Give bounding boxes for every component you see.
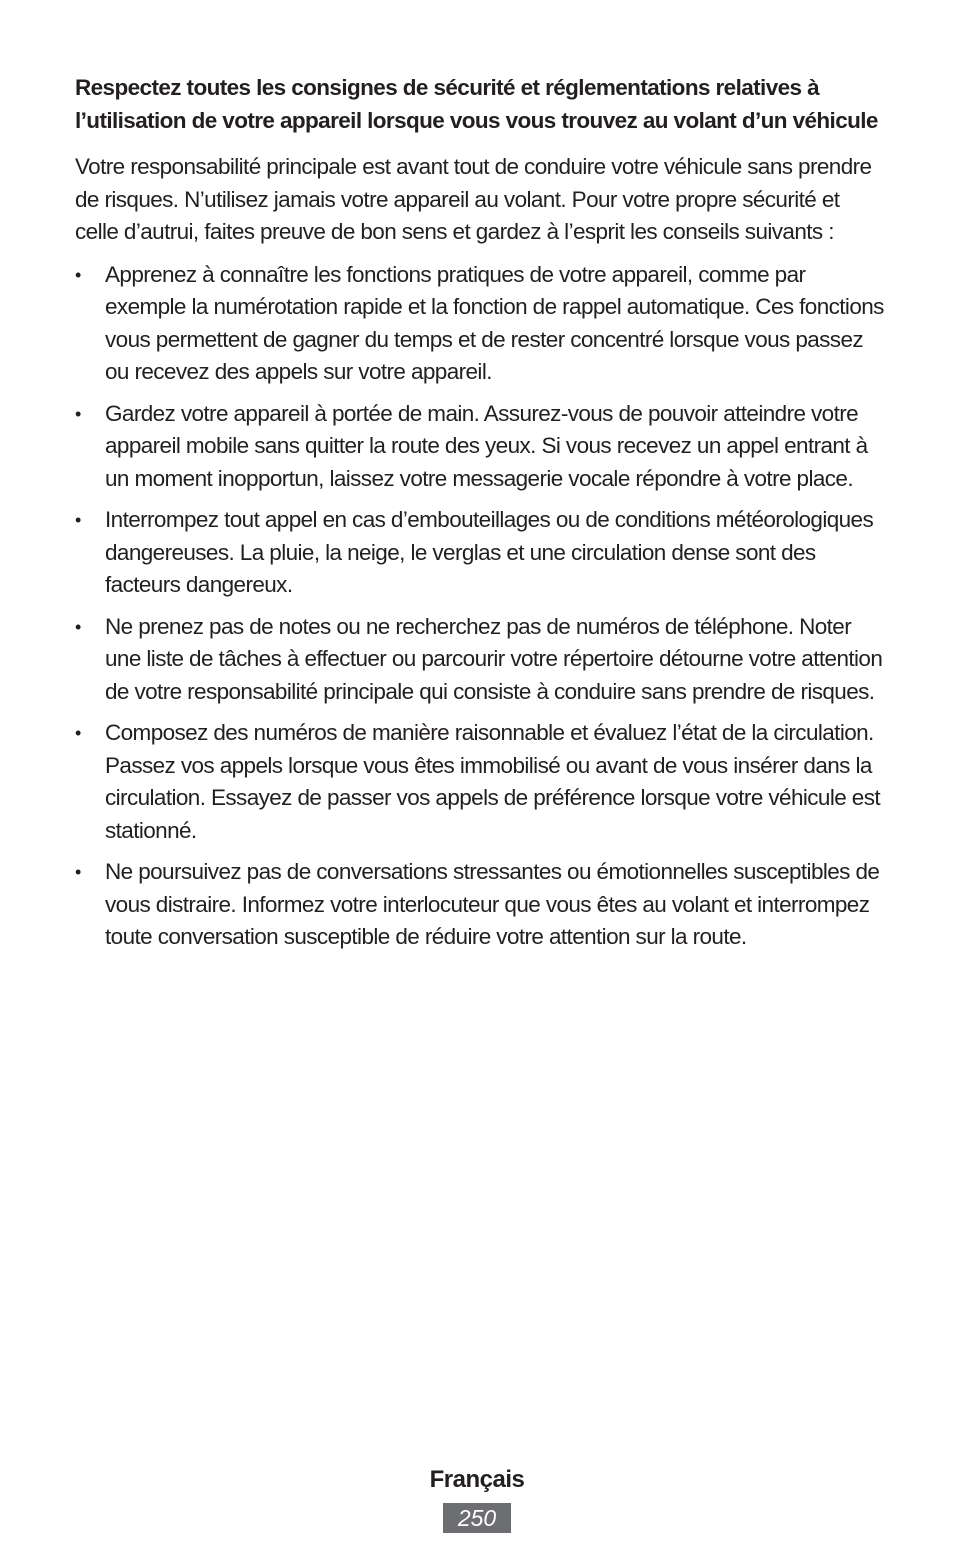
bullet-icon: • <box>75 862 81 882</box>
list-item-text: Gardez votre appareil à portée de main. Assurez-vous de pouvoir atteindre votre appareil mobile sans quitter la route des yeux. Si vous recevez un appel entrant à un moment inopportun, laissez votre messagerie vocale répondre à votre place. <box>105 400 868 491</box>
page-footer <box>0 1460 954 1533</box>
footer-language: Français <box>429 1466 525 1493</box>
list-item-text: Interrompez tout appel en cas d’embouteillages ou de conditions météorologiques dangereuses. La pluie, la neige, le verglas et une circulation dense sont des facteurs dangereux. <box>105 507 874 597</box>
list-item <box>75 611 885 709</box>
list-item-text: Ne prenez pas de notes ou ne recherchez pas de numéros de téléphone. Noter une liste de tâches à effectuer ou parcourir votre répertoire détourne votre attention de votre responsabilité principale qui consiste à conduire sans prendre de risques. <box>105 613 883 704</box>
bullet-icon: • <box>75 403 81 424</box>
list-item <box>75 717 885 847</box>
list-item <box>75 856 885 954</box>
list-item <box>75 398 885 496</box>
bullet-icon: • <box>75 723 81 743</box>
safety-tips-list <box>75 259 885 954</box>
bullet-icon: • <box>75 264 81 285</box>
list-item-text: Ne poursuivez pas de conversations stressantes ou émotionnelles susceptibles de vous distraire. Informez votre interlocuteur que vous êtes au volant et interrompez toute conversation susceptible de réduire votre attention sur la route. <box>105 859 880 949</box>
intro-paragraph: Votre responsabilité principale est avant tout de conduire votre véhicule sans prendre de risques. N’utilisez jamais votre appareil au volant. Pour votre propre sécurité et celle d’autrui, faites preuve de bon sens et gardez à l’esprit les conseils suivants : <box>75 154 872 244</box>
page-content <box>75 72 885 963</box>
section-heading: Respectez toutes les consignes de sécurité et réglementations relatives à l’utilisation de votre appareil lorsque vous vous trouvez au volant d’un véhicule <box>75 75 878 133</box>
list-item-text: Apprenez à connaître les fonctions pratiques de votre appareil, comme par exemple la numérotation rapide et la fonction de rappel automatique. Ces fonctions vous permettent de gagner du temps et de rester concentré lorsque vous passez ou recevez des appels sur votre appareil. <box>105 261 884 384</box>
bullet-icon: • <box>75 616 81 637</box>
bullet-icon: • <box>75 510 81 530</box>
page-number: 250 <box>443 1503 511 1533</box>
list-item-text: Composez des numéros de manière raisonnable et évaluez l’état de la circulation. Passez vos appels lorsque vous êtes immobilisé ou avant de vous insérer dans la circulation. Essayez de passer vos appels de préférence lorsque votre véhicule est stationné. <box>105 720 880 843</box>
list-item <box>75 504 885 602</box>
list-item <box>75 259 885 389</box>
